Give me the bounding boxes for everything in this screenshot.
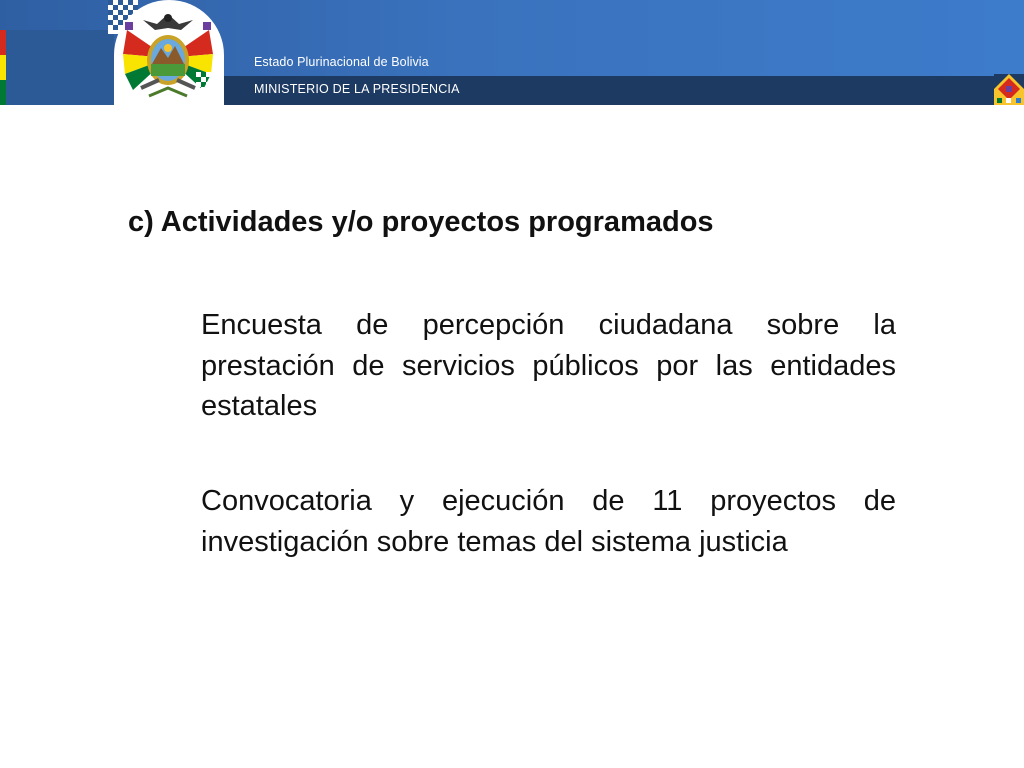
section-heading: c) Actividades y/o proyectos programados [128,206,714,238]
header-banner [0,0,1024,105]
bullet-item: Convocatoria y ejecución de 11 proyectos de investigación sobre temas del sistema justicia [201,485,896,558]
checker-pattern-icon [196,72,226,105]
andean-wiphala-pattern-icon [994,74,1024,105]
ministry-name-label: MINISTERIO DE LA PRESIDENCIA [254,82,460,96]
state-name-label: Estado Plurinacional de Bolivia [254,55,429,69]
header-left-panel [6,30,114,105]
bullet-item: Encuesta de percepción ciudadana sobre la prestación de servicios públicos por las entidades estatales [201,309,896,422]
